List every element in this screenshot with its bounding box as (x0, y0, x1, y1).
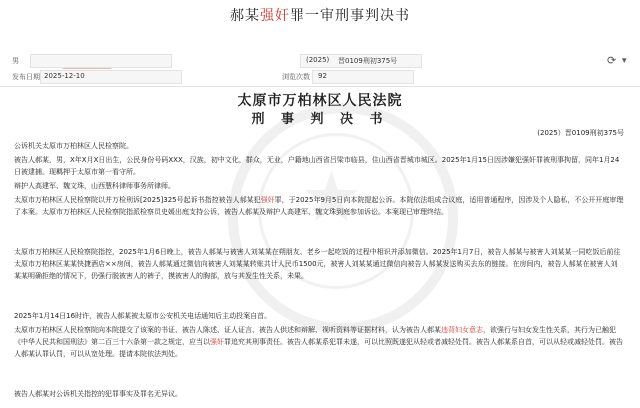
publish-date: 2025-12-10 (44, 72, 85, 80)
paragraph-prosecutor: 公诉机关太原市万柏林区人民检察院。 (14, 142, 133, 150)
paragraph-allegation: 太原市万柏林区人民检察院指控，2025年1月6日晚上，被告人郝某与被害人刘某某在朔朋友、老乡一起吃饭的过程中相识并添加微信。2025年1月7日，被告人郝某与被害人刘某某一同吃饭后前往太原市万柏林区某某快捷酒店××房间，被告人郝某通过微信向被害人刘某某转账共计人民币1500元，被害人刘某某通过微信向被告人郝某发送购买去东的链接。在房间内，被告人郝某在被害人刘某某明确拒绝的情况下，仍强行脱被害人的裤子，摸被害人的胸部，放与其发生性关系，未果。 (14, 248, 621, 281)
procedure-text-a: 太原市万柏林区人民检察院以并万检刑诉[2025]325号起诉书指控被告人郝某犯 (14, 196, 261, 204)
paragraph-counsel: 辩护人高建军、魏文珠，山西慧科律师事务所律师。 (14, 182, 175, 190)
title-highlight: 强奸 (260, 8, 290, 24)
paragraph-evidence (14, 324, 624, 361)
judgment-document (0, 88, 640, 408)
evidence-highlight-2: 强奸 (210, 338, 224, 347)
evidence-text-c: 罪追究其刑事责任。被告人郝某系犯罪未遂，可以比照既遂犯从轻或者减轻处罚。被告人郝某系自首，可以从轻或减轻处罚。被告人郝某认罪认罚，可以从宽处理。提请本院依法判处。 (14, 338, 623, 359)
page-title (0, 0, 640, 32)
court-name: 太原市万柏林区人民法院 (237, 93, 403, 109)
evidence-text-b: ，欲强行与妇女发生性关系，其行为已触犯《中华人民共和国刑法》第二百三十六条第一款之规定，应当以 (14, 326, 616, 347)
title-post: 罪一审刑事判决书 (290, 8, 410, 24)
title-pre: 郝某 (230, 8, 260, 24)
row1-label: 男 (12, 57, 19, 65)
paragraph-no-objection: 被告人郝某对公诉机关指控的犯罪事实及罪名无异议。 (14, 390, 182, 398)
evidence-highlight-1: 违背妇女意志 (441, 326, 483, 334)
paragraph-defendant: 被告人郝某，男，X年X月X日出生，公民身份号码XXX，汉族，初中文化，群众，无业，户籍地山西省吕梁市临县，住山西省晋城市城区。2025年1月15日因涉嫌犯强奸罪被刑事拘留，同年1月24日被逮捕。现羁押于太原市第一看守所。 (14, 156, 620, 177)
row1-field (30, 54, 172, 68)
row1-case-number: 晋0109刑初375号 (338, 57, 398, 65)
case-number: (2025）晋0109刑初375号 (537, 129, 624, 137)
procedure-highlight: 强奸 (260, 196, 275, 204)
view-count-label: 浏览次数 (282, 73, 310, 81)
seal-star-icon: ★ (300, 156, 363, 238)
refresh-icon[interactable]: ⟳ (607, 54, 617, 67)
paragraph-surrender: 2025年1月14日16时许，被告人郝某被太原市公安机关电话通知后主动投案自首。 (14, 312, 272, 320)
view-count-field (312, 70, 414, 84)
publish-date-label: 发布日期 (12, 73, 40, 81)
row1-year: (2025) (306, 56, 330, 64)
view-count: 92 (318, 72, 327, 80)
more-icon[interactable]: ▾ (622, 56, 627, 66)
evidence-text-a: 太原市万柏林区人民检察院向本院提交了该案的书证、被告人陈述、证人证言、被告人供述和辩解、视听资料等证据材料，认为被告人郝某 (14, 326, 441, 334)
paragraph-procedure (14, 194, 624, 218)
document-type: 刑 事 判 决 书 (251, 112, 389, 127)
procedure-text-b: 罪，于2025年9月5日向本院提起公诉。本院依法组成合议庭，适用普通程序，因涉及个人隐私，不公开开庭审理了本案。太原市万柏林区人民检察院指派检察员史媛出庭支持公诉，被告人郝某及辩护人高建军、魏文珠到庭参加诉讼。本案现已审理终结。 (14, 196, 624, 217)
